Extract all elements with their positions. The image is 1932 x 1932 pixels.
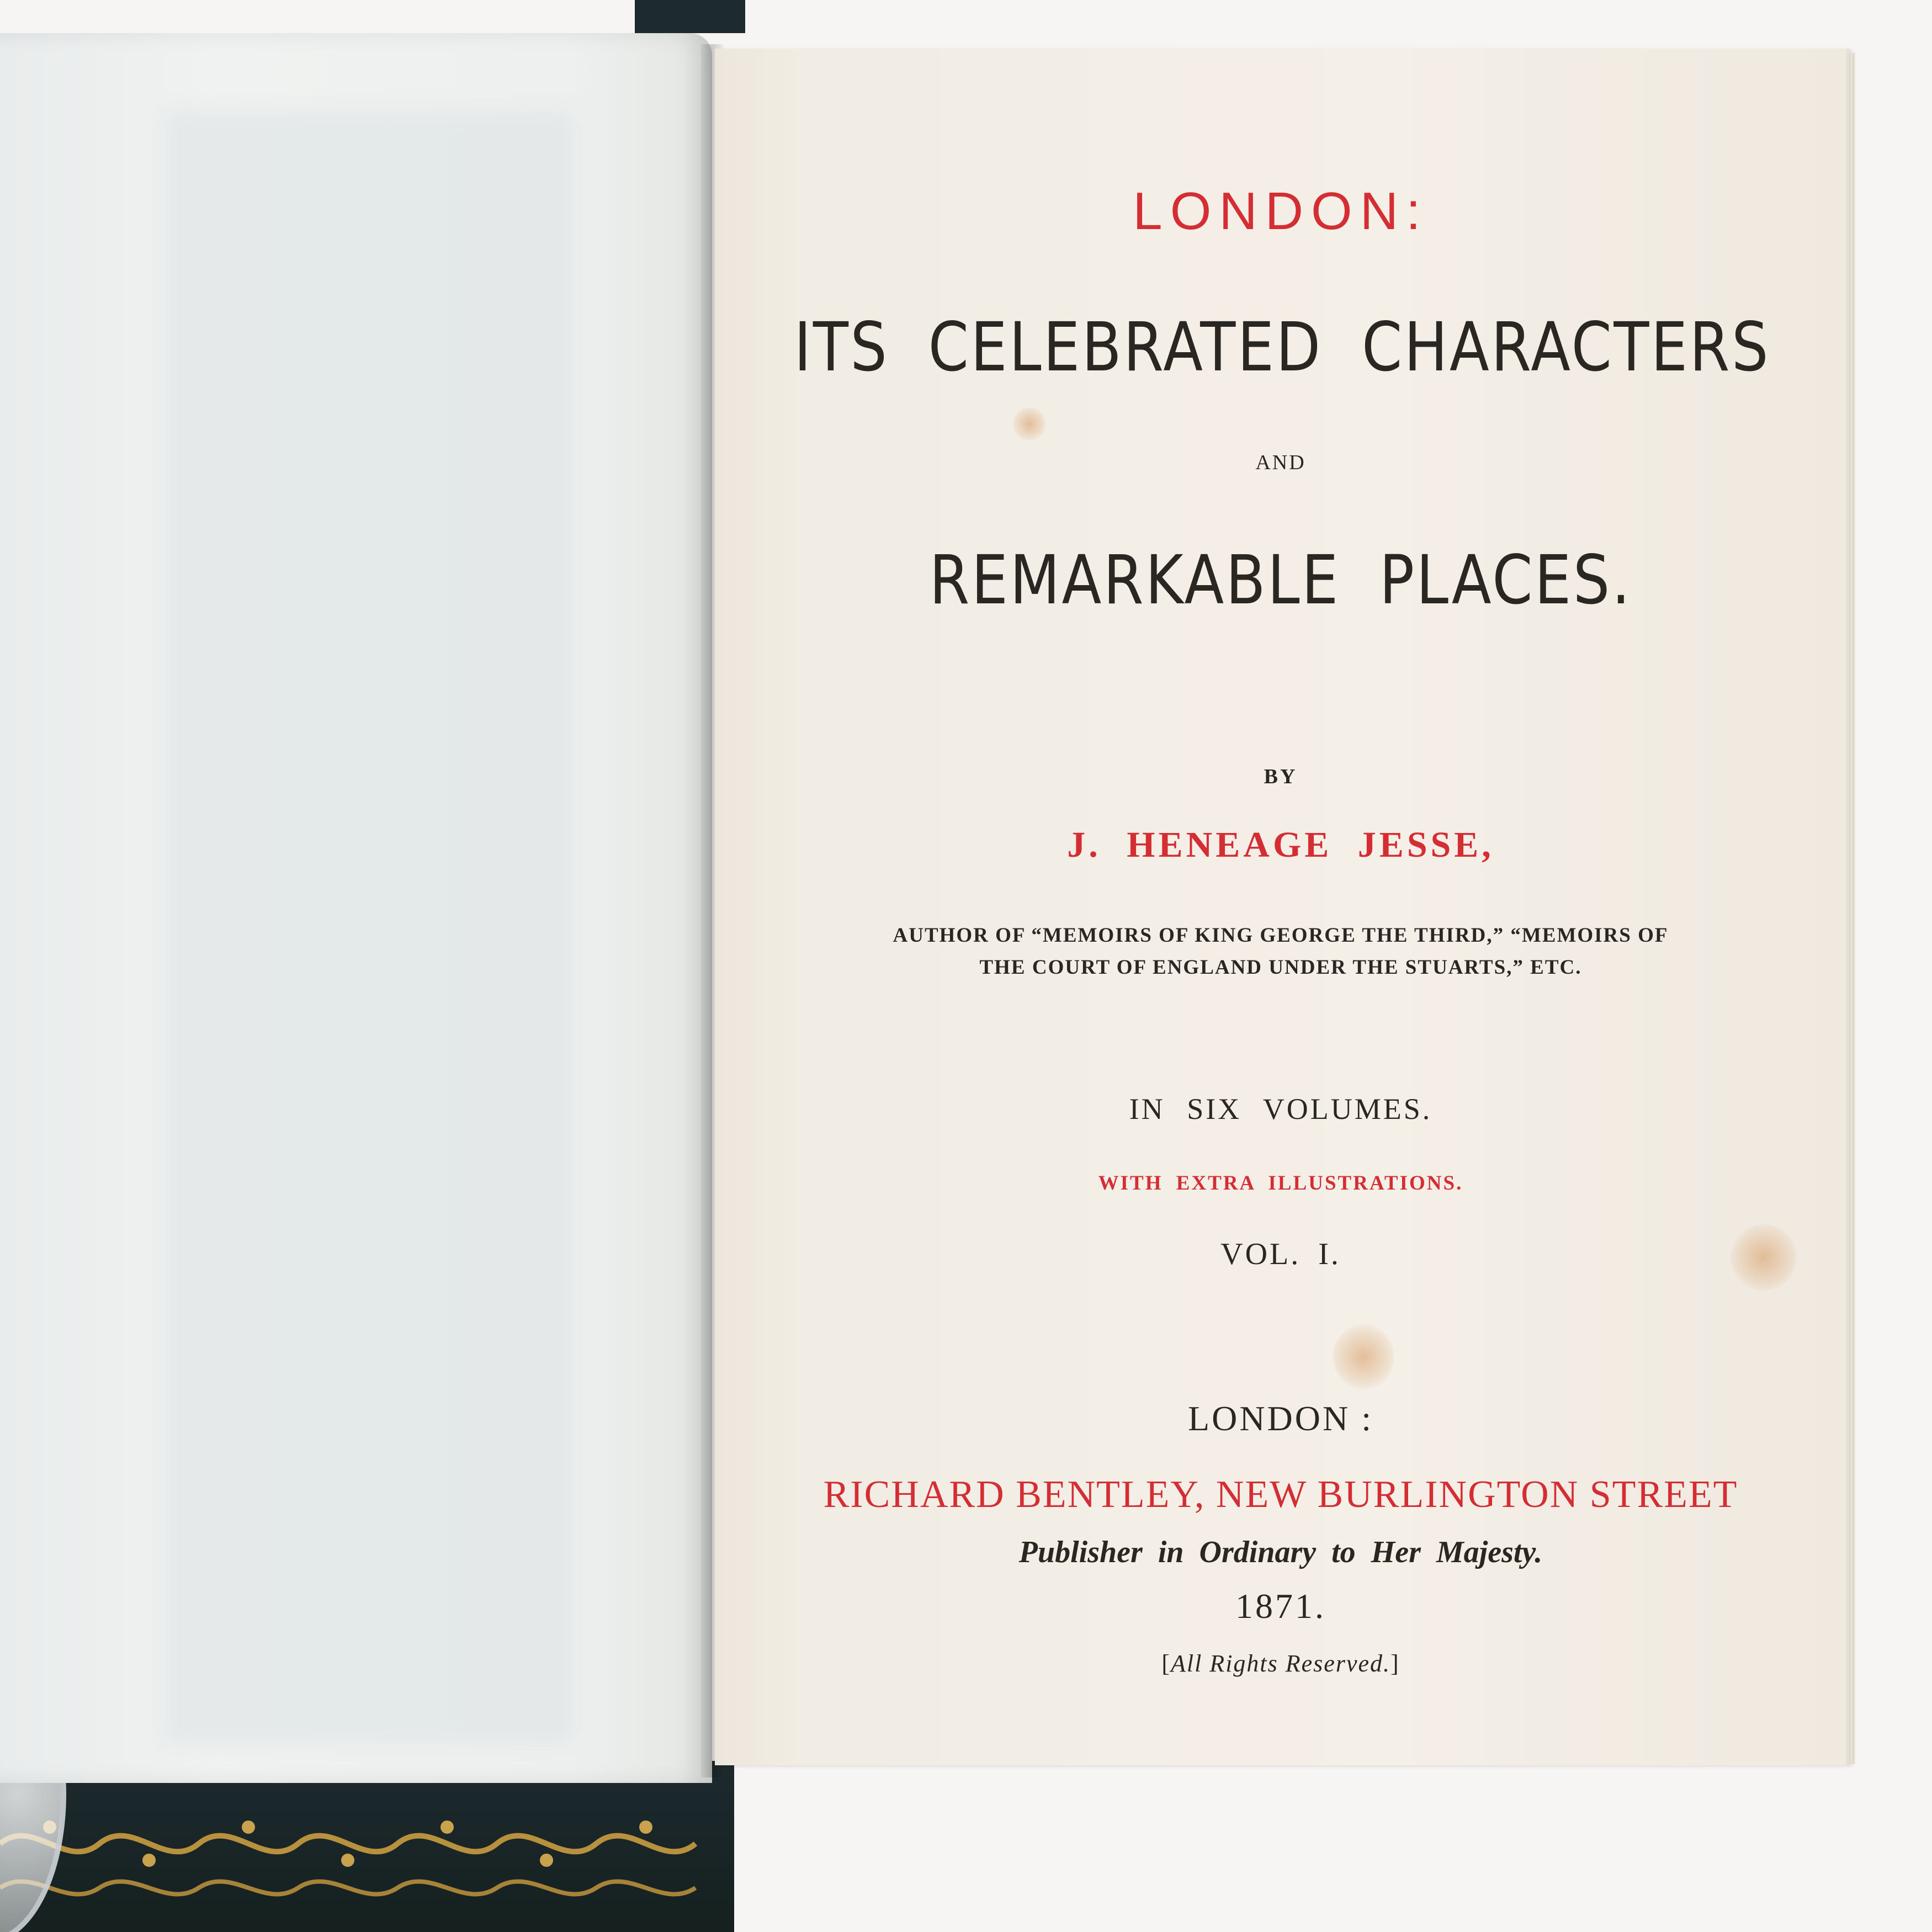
publisher-name: RICHARD BENTLEY, NEW BURLINGTON STREET — [823, 1473, 1738, 1516]
publisher-city: LONDON : — [1188, 1399, 1373, 1438]
by-label: BY — [1264, 765, 1298, 788]
volume-number: VOL. I. — [1220, 1237, 1341, 1271]
publisher-role: Publisher in Ordinary to Her Majesty. — [1018, 1535, 1543, 1569]
title-main: LONDON: — [1133, 182, 1429, 241]
author-name: J. HENEAGE JESSE, — [1067, 825, 1494, 865]
author-credits-line-1: AUTHOR OF “MEMOIRS OF KING GEORGE THE THIRD,” “MEMOIRS OF — [893, 924, 1669, 947]
author-credits — [715, 920, 1846, 984]
title-and: AND — [1255, 451, 1306, 474]
book-cover-tooled-edge — [0, 1761, 734, 1932]
rights-bracket-close: ] — [1390, 1650, 1400, 1677]
gilt-ornament — [0, 1761, 734, 1932]
rights-text: All Rights Reserved. — [1170, 1650, 1390, 1677]
page-block-edge — [1846, 53, 1855, 1764]
title-page — [715, 49, 1846, 1765]
volumes-note: IN SIX VOLUMES. — [1129, 1092, 1432, 1126]
foxing-spot — [1013, 407, 1046, 440]
left-blank-page — [0, 33, 712, 1783]
title-line-2: ITS CELEBRATED CHARACTERS — [794, 308, 1771, 386]
author-credits-line-2: THE COURT OF ENGLAND UNDER THE STUARTS,” ETC. — [979, 956, 1582, 979]
publication-year: 1871. — [1235, 1586, 1326, 1626]
rights-bracket-open: [ — [1161, 1650, 1171, 1677]
title-line-3: REMARKABLE PLACES. — [929, 541, 1632, 619]
foxing-spot — [1333, 1324, 1394, 1390]
illustrations-note: WITH EXTRA ILLUSTRATIONS. — [1098, 1172, 1463, 1195]
rights-notice — [715, 1649, 1846, 1678]
show-through-shadow — [166, 110, 574, 1744]
book-cover-top-edge — [635, 0, 745, 33]
